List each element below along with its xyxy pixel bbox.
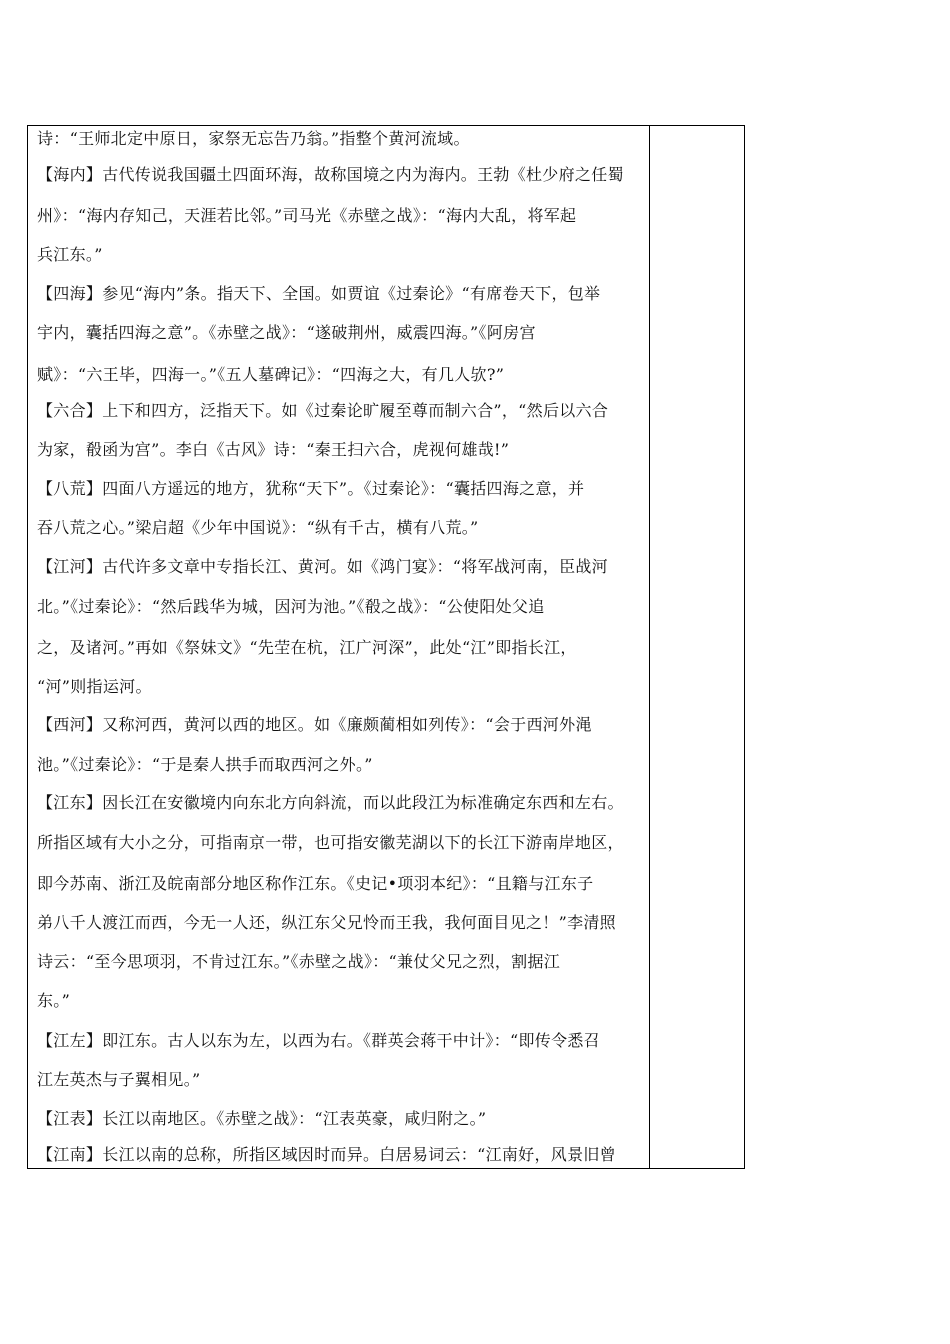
text-line: 诗：“王师北定中原日，家祭无忘告乃翁。”指整个黄河流域。 [37,129,470,148]
text-line: 【江左】即江东。古人以东为左，以西为右。《群英会蒋干中计》：“即传令悉召 [37,1031,600,1050]
text-line: 【四海】参见“海内”条。指天下、全国。如贾谊《过秦论》“有席卷天下，包举 [37,284,601,303]
text-line: 【六合】上下和四方，泛指天下。如《过秦论旷履至尊而制六合”，“然后以六合 [37,401,609,420]
content-cell [28,126,650,1168]
text-line: 所指区域有大小之分，可指南京一带，也可指安徽芜湖以下的长江下游南岸地区， [37,833,624,852]
text-line: 之，及诸河。”再如《祭妹文》“先茔在杭，江广河深”，此处“江”即指长江， [37,638,577,657]
text-line: 兵江东。” [37,245,103,264]
document-table [27,125,745,1169]
text-line: 池。”《过秦论》：“于是秦人拱手而取西河之外。” [37,755,373,774]
text-line: 【八荒】四面八方遥远的地方，犹称“天下”。《过秦论》：“囊括四海之意，并 [37,479,585,498]
text-line: 【江河】古代许多文章中专指长江、黄河。如《鸿门宴》：“将军战河南，臣战河 [37,557,608,576]
text-line: 州》：“海内存知己，天涯若比邻。”司马光《赤壁之战》：“海内大乱，将军起 [37,206,577,225]
text-line: 即今苏南、浙江及皖南部分地区称作江东。《史记•项羽本纪》：“且籍与江东子 [37,874,594,893]
notes-cell [650,126,744,1168]
text-line: 吞八荒之心。”梁启超《少年中国说》：“纵有千古，横有八荒。” [37,518,479,537]
text-line: “河”则指运河。 [37,677,152,696]
text-line: 【海内】古代传说我国疆土四面环海，故称国境之内为海内。王勃《杜少府之任蜀 [37,165,624,184]
text-line: 【西河】又称河西，黄河以西的地区。如《廉颇蔺相如列传》：“会于西河外渑 [37,715,592,734]
text-line: 北。”《过秦论》：“然后践华为城，因河为池。”《殽之战》：“公使阳处父追 [37,597,545,616]
text-line: 诗云：“至今思项羽，不肯过江东。”《赤壁之战》：“兼仗父兄之烈，割据江 [37,952,561,971]
text-line: 【江南】长江以南的总称，所指区域因时而异。白居易词云：“江南好，风景旧曾 [37,1145,616,1164]
text-line: 【江东】因长江在安徽境内向东北方向斜流，而以此段江为标准确定东西和左右。 [37,793,624,812]
text-line: 为家，殽函为宫”。李白《古风》诗：“秦王扫六合，虎视何雄哉!” [37,440,510,459]
text-line: 弟八千人渡江而西，今无一人还，纵江东父兄怜而王我，我何面目见之！”李清照 [37,913,616,932]
text-line: 赋》：“六王毕，四海一。”《五人墓碑记》：“四海之大，有几人欤?” [37,365,505,384]
text-line: 宇内，囊括四海之意”。《赤壁之战》：“遂破荆州，威震四海。”《阿房宫 [37,323,536,342]
text-line: 东。” [37,991,71,1010]
text-line: 江左英杰与子翼相见。” [37,1070,201,1089]
text-line: 【江表】长江以南地区。《赤壁之战》：“江表英豪，咸归附之。” [37,1109,487,1128]
